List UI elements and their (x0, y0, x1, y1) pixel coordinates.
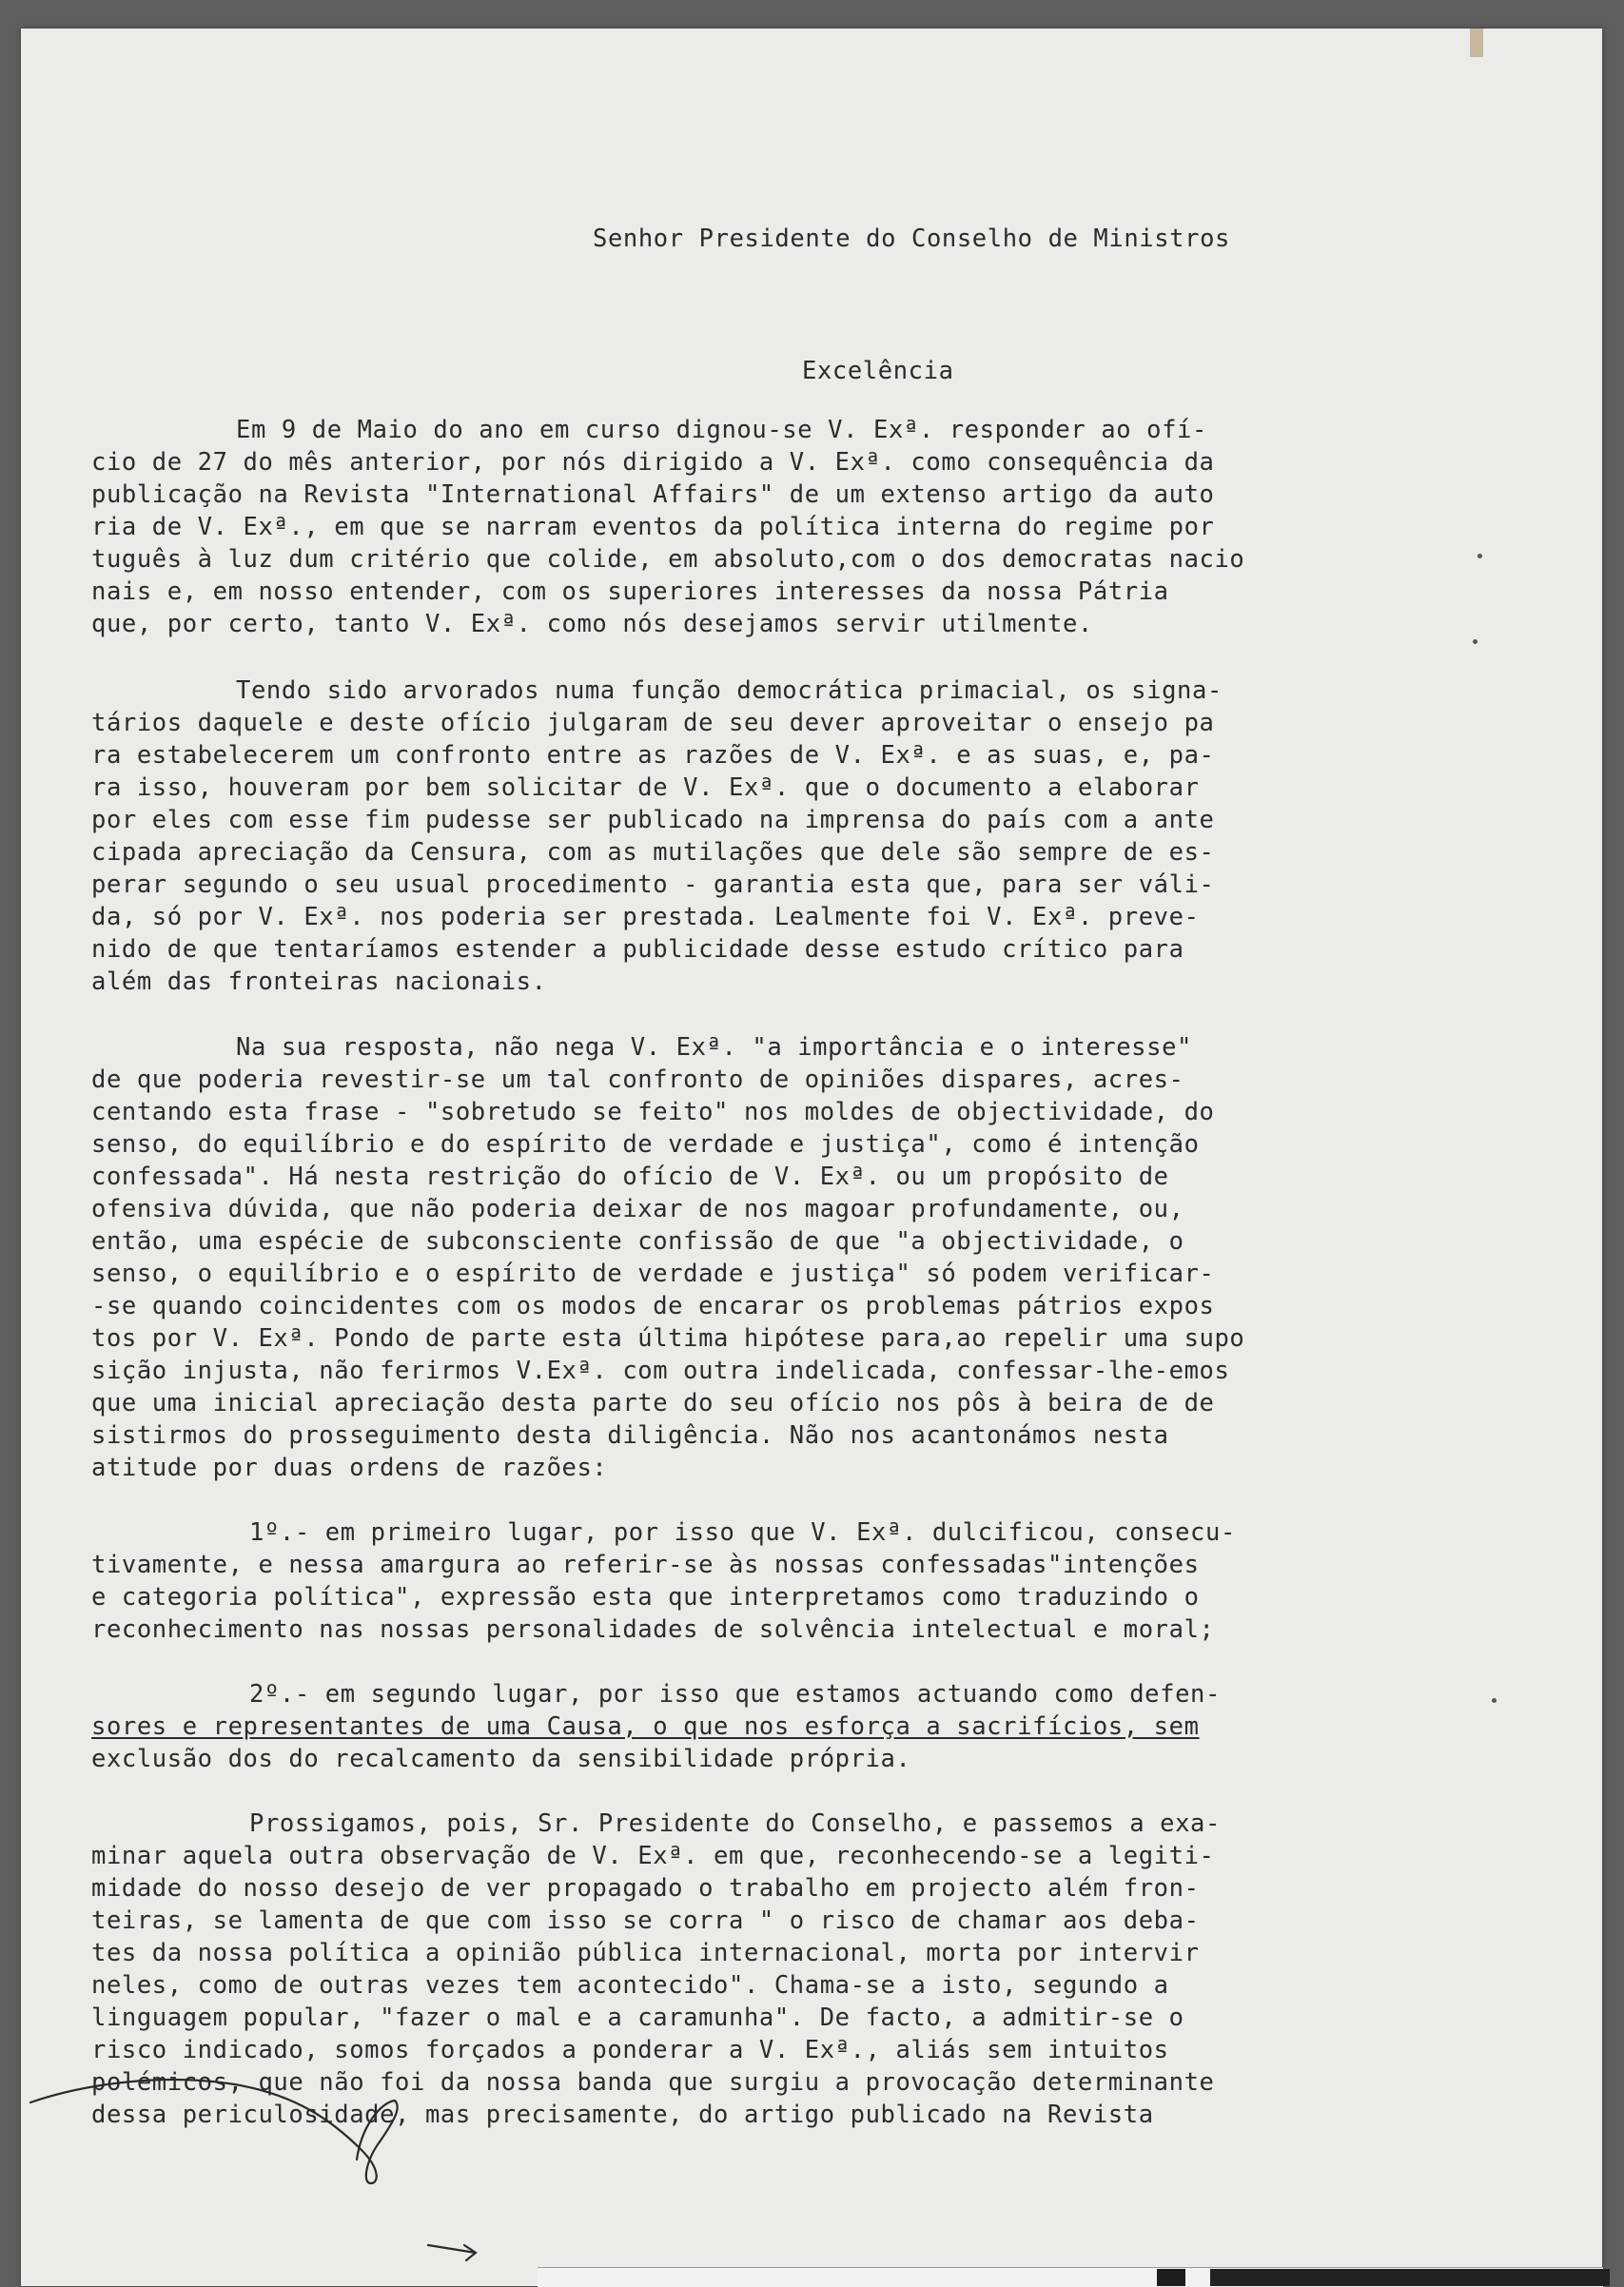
text-line: de que poderia revestir-se um tal confronto de opiniões dispares, acres- (91, 1065, 1184, 1094)
text-line: senso, o equilíbrio e o espírito de verdade e justiça" só podem verificar- (91, 1260, 1215, 1288)
text-line: sores e representantes de uma Causa, o que nos esforça a sacrifícios, sem (91, 1712, 1200, 1741)
text-line: nais e, em nosso entender, com os superiores interesses da nossa Pátria (91, 577, 1169, 606)
text-line: tivamente, e nessa amargura ao referir-se às nossas confessadas"intenções (91, 1551, 1200, 1579)
text-line: publicação na Revista "International Affairs" de um extenso artigo da auto (91, 480, 1215, 509)
text-line: por eles com esse fim pudesse ser publicado na imprensa do país com a ante (91, 806, 1215, 834)
text-line: senso, do equilíbrio e do espírito de verdade e justiça", como é intenção (91, 1130, 1200, 1159)
text-line: nido de que tentaríamos estender a publicidade desse estudo crítico para (91, 935, 1184, 964)
text-line: Em 9 de Maio do ano em curso dignou-se V. Exª. responder ao ofí- (236, 416, 1207, 444)
text-line: Na sua resposta, não nega V. Exª. "a importância e o interesse" (236, 1033, 1192, 1062)
text-line: da, só por V. Exª. nos poderia ser prestada. Lealmente foi V. Exª. preve- (91, 903, 1200, 931)
ruler-marker (1157, 2269, 1185, 2286)
text-line: 2º.- em segundo lugar, por isso que estamos actuando como defen- (249, 1680, 1221, 1709)
text-line: Tendo sido arvorados numa função democrática primacial, os signa- (236, 676, 1223, 705)
text-line: cipada apreciação da Censura, com as mutilações que dele são sempre de es- (91, 838, 1215, 867)
text-line: tos por V. Exª. Pondo de parte esta última hipótese para,ao repelir uma supo (91, 1324, 1245, 1353)
text-line: e categoria política", expressão esta que interpretamos como traduzindo o (91, 1583, 1200, 1612)
text-line: então, uma espécie de subconsciente confissão de que "a objectividade, o (91, 1227, 1184, 1256)
text-line: cio de 27 do mês anterior, por nós dirigido a V. Exª. como consequência da (91, 448, 1215, 477)
text-line: exclusão dos do recalcamento da sensibilidade própria. (91, 1745, 911, 1773)
salutation: Senhor Presidente do Conselho de Ministros (593, 225, 1230, 253)
margin-mark (1473, 639, 1477, 644)
text-line: além das fronteiras nacionais. (91, 968, 547, 996)
text-line: reconhecimento nas nossas personalidades de solvência intelectual e moral; (91, 1615, 1215, 1644)
text-line: neles, como de outras vezes tem acontecido". Chama-se a isto, segundo a (91, 1971, 1169, 2000)
text-line: minar aquela outra observação de V. Exª. em que, reconhecendo-se a legiti- (91, 1842, 1215, 1870)
text-line: centando esta frase - "sobretudo se feito" nos moldes de objectividade, do (91, 1098, 1215, 1126)
text-line: teiras, se lamenta de que com isso se corra " o risco de chamar aos deba- (91, 1906, 1200, 1935)
text-line: que, por certo, tanto V. Exª. como nós desejamos servir utilmente. (91, 610, 1093, 638)
greeting: Excelência (802, 357, 954, 385)
text-line: ra estabelecerem um confronto entre as razões de V. Exª. e as suas, e, pa- (91, 741, 1215, 770)
text-line: risco indicado, somos forçados a ponderar a V. Exª., aliás sem intuitos (91, 2036, 1169, 2064)
text-line: tes da nossa política a opinião pública internacional, morta por intervir (91, 1939, 1200, 1967)
text-line: tuguês à luz dum critério que colide, em absoluto,com o dos democratas nacio (91, 545, 1245, 574)
text-line: sição injusta, não ferirmos V.Exª. com outra indelicada, confessar-lhe-emos (91, 1357, 1230, 1385)
paper-stain (1470, 29, 1483, 57)
text-line: perar segundo o seu usual procedimento - garantia esta que, para ser váli- (91, 870, 1215, 899)
text-line: tários daquele e deste ofício julgaram de seu dever aproveitar o ensejo pa (91, 709, 1215, 737)
text-line: linguagem popular, "fazer o mal e a caramunha". De facto, a admitir-se o (91, 2004, 1184, 2032)
text-line: -se quando coincidentes com os modos de encarar os problemas pátrios expos (91, 1292, 1215, 1320)
text-line: polémicos, que não foi da nossa banda que surgiu a provocação determinante (91, 2068, 1215, 2097)
text-line: confessada". Há nesta restrição do ofício de V. Exª. ou um propósito de (91, 1163, 1169, 1191)
text-line: que uma inicial apreciação desta parte do seu ofício nos pôs à beira de de (91, 1389, 1215, 1417)
margin-mark (1492, 1698, 1497, 1703)
text-line: ra isso, houveram por bem solicitar de V. Exª. que o documento a elaborar (91, 773, 1200, 802)
text-line: dessa periculosidade, mas precisamente, do artigo publicado na Revista (91, 2101, 1154, 2129)
text-line: 1º.- em primeiro lugar, por isso que V. Exª. dulcificou, consecu- (249, 1518, 1236, 1547)
text-line: ria de V. Exª., em que se narram eventos da política interna do regime por (91, 513, 1215, 541)
text-line: Prossigamos, pois, Sr. Presidente do Conselho, e passemos a exa- (249, 1809, 1221, 1838)
pen-scribble (29, 1950, 523, 2264)
text-line: ofensiva dúvida, que não poderia deixar de nos magoar profundamente, ou, (91, 1195, 1184, 1223)
margin-mark (1477, 554, 1482, 558)
text-line: midade do nosso desejo de ver propagado o trabalho em projecto além fron- (91, 1874, 1200, 1903)
ruler-color-bar (1210, 2269, 1610, 2286)
text-line: sistirmos do prosseguimento desta diligência. Não nos acantonámos nesta (91, 1421, 1169, 1450)
text-line: atitude por duas ordens de razões: (91, 1454, 608, 1482)
